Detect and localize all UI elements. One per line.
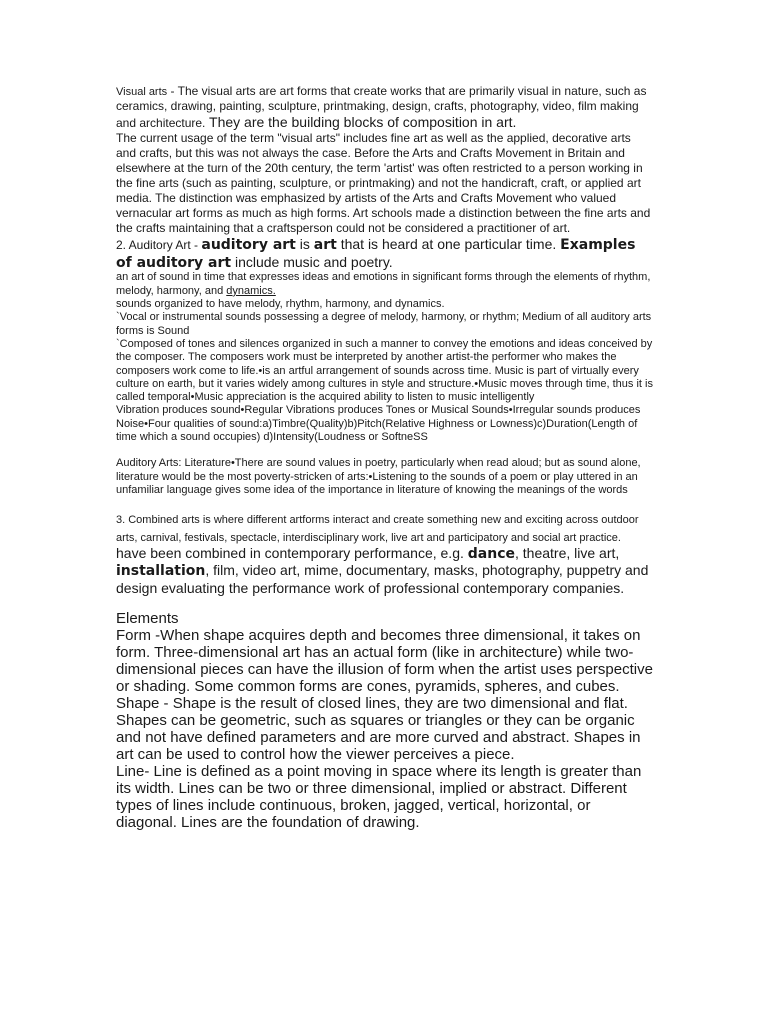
combined-arts-end: , film, video art, mime, documentary, masks, photography, puppetry and design evaluating the performance work of professional contemporary companies.	[116, 562, 649, 597]
auditory-art-term: auditory art	[201, 237, 296, 254]
combined-arts-mid: , theatre, live art,	[515, 544, 620, 561]
examples-term: Examples of auditory art	[116, 237, 636, 271]
auditory-art-rest2: include music and poetry.	[231, 253, 393, 270]
art-term: art	[313, 237, 337, 254]
auditory-art-is: is	[295, 236, 314, 253]
definition-text: an art of sound in time that expresses ideas and emotions in significant forms through the elements of rhythm, melody, harmony, and	[116, 271, 651, 297]
spacer	[116, 497, 654, 510]
form-paragraph: Form -When shape acquires depth and becomes three dimensional, it takes on form. Three-dimensional art has an actual form (like in architecture) while two-dimensional pieces can have the illusion of form when the artist uses perspective or shading. Some common forms are cones, pyramids, spheres, and cubes.	[116, 626, 653, 695]
vibration-paragraph: Vibration produces sound•Regular Vibrations produces Tones or Musical Sounds•Irregular sounds produces Noise•Four qualities of sound:a)Timbre(Quality)b)Pitch(Relative Highness or Lowness)c)Duration(Length of time which a sound occupies) d)Intensity(Loudness or SoftneSS	[116, 404, 641, 444]
auditory-art-heading	[116, 236, 654, 271]
sounds-organized-line: sounds organized to have melody, rhythm, harmony, and dynamics.	[116, 298, 445, 311]
spacer	[116, 444, 654, 457]
visual-arts-history-paragraph: The current usage of the term "visual arts" includes fine art as well as the applied, decorative arts and crafts, but this was not always the case. Before the Arts and Crafts Movement in Britain and elsewhere at the turn of the 20th century, the term 'artist' was often restricted to a person working in the fine arts (such as painting, sculpture, or printmaking) and not the handicraft, craft, or applied art media. The distinction was emphasized by artists of the Arts and Crafts Movement who valued vernacular art forms as much as high forms. Art schools made a distinction between the fine arts and the crafts maintaining that a craftsperson could not be considered a practitioner of art.	[116, 131, 651, 236]
line-paragraph: Line- Line is defined as a point moving in space where its length is greater than its width. Lines can be two or three dimensional, implied or abstract. Different types of lines include continuous, broken, jagged, vertical, horizontal, or diagonal. Lines are the foundation of drawing.	[116, 762, 642, 831]
visual-arts-definition: The visual arts are art forms that create works that are primarily visual in nature, such as ceramics, drawing, painting, sculpture, printmaking, design, crafts, photography, video, film making and architecture.	[116, 84, 647, 131]
composed-tones-paragraph: `Composed of tones and silences organized in such a manner to convey the emotions and ideas conceived by the composer. The composers work must be interpreted by another artist-the performer who makes the composers work come to life.•is an artful arrangement of sounds across time. Music is part of virtually every culture on earth, but it varies widely among cultures in style and structure.•Music moves through time, thus it is called temporal•Music appreciation is the acquired ability to listen to music intelligently	[116, 337, 653, 404]
visual-arts-dash: -	[167, 84, 178, 98]
visual-arts-label: Visual arts	[116, 86, 168, 98]
dynamics-link[interactable]: dynamics.	[226, 284, 276, 297]
auditory-art-definition	[116, 271, 654, 298]
auditory-literature-paragraph: Auditory Arts: Literature•There are sound values in poetry, particularly when read aloud; but as sound alone, literature would be the most poverty-stricken of arts:•Listening to the sounds of a poem or play uttered in an unfamiliar language gives some idea of the importance in literature of knowing the meanings of the words	[116, 457, 641, 496]
visual-arts-tail: They are the building blocks of composition in art.	[205, 114, 517, 131]
document-body	[116, 84, 654, 831]
auditory-art-label: 2. Auditory Art -	[116, 238, 202, 253]
shape-paragraph: Shape - Shape is the result of closed lines, they are two dimensional and flat. Shapes can be geometric, such as squares or triangles or they can be organic and not have defined parameters and are more curved and abstract. Shapes in art can be used to control how the viewer perceives a piece.	[116, 694, 641, 763]
vocal-instrumental-line: `Vocal or instrumental sounds possessing a degree of melody, harmony, or rhythm; Medium of all auditory arts forms is Sound	[116, 311, 652, 337]
dance-term: dance	[467, 545, 515, 562]
visual-arts-paragraph	[116, 84, 654, 131]
auditory-art-rest1: that is heard at one particular time.	[336, 236, 561, 253]
installation-term: installation	[116, 563, 206, 580]
elements-heading: Elements	[116, 609, 179, 627]
combined-arts-paragraph	[116, 510, 654, 596]
combined-arts-intro: 3. Combined arts is where different artforms interact and create something new and exciting across outdoor arts, carnival, festivals, spectacle, interdisciplinary work, live art and participatory and social art practice.	[116, 514, 639, 544]
spacer	[116, 597, 654, 610]
combined-arts-text: have been combined in contemporary performance, e.g.	[116, 544, 468, 561]
